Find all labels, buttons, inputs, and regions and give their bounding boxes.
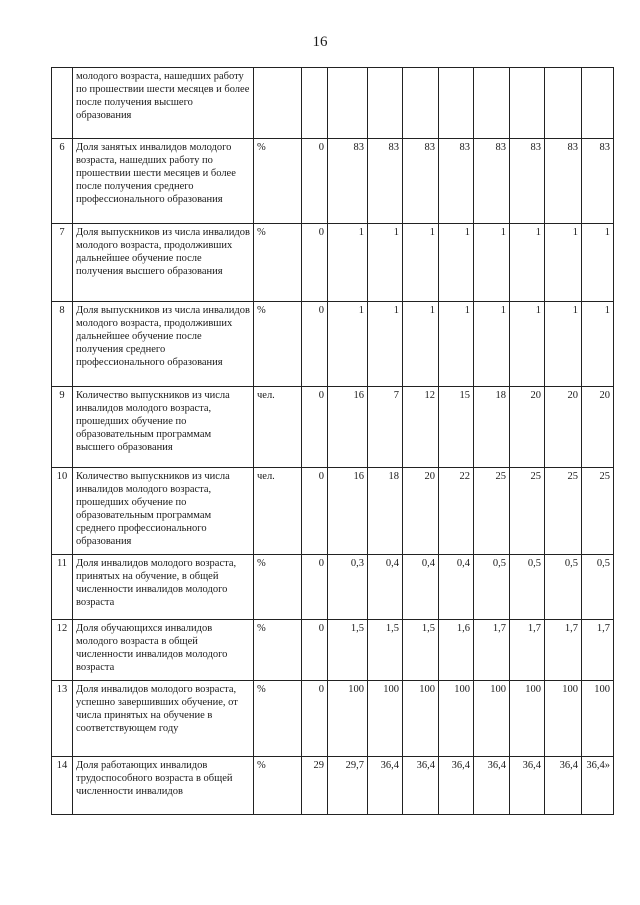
table-row: [52, 757, 614, 815]
value-cell: 83: [439, 139, 474, 224]
value-cell: 1: [439, 302, 474, 387]
unit-cell: %: [254, 555, 302, 620]
value-cell: 1,7: [474, 620, 510, 681]
table-row: [52, 620, 614, 681]
value-cell: 1: [545, 302, 582, 387]
value-cell: 36,4: [403, 757, 439, 815]
value-cell: 1,5: [328, 620, 368, 681]
value-cell: 1: [545, 224, 582, 302]
table-row: [52, 224, 614, 302]
value-cell: 36,4: [368, 757, 403, 815]
value-cell: 83: [403, 139, 439, 224]
value-cell: 20: [545, 387, 582, 468]
value-cell: 100: [439, 681, 474, 757]
value-cell: 83: [474, 139, 510, 224]
value-cell: 100: [474, 681, 510, 757]
row-number: 9: [52, 387, 73, 468]
value-cell: 20: [403, 468, 439, 555]
indicators-table: [51, 67, 614, 815]
unit-cell: чел.: [254, 387, 302, 468]
row-number: 6: [52, 139, 73, 224]
value-cell: 83: [545, 139, 582, 224]
value-cell: 1: [403, 224, 439, 302]
table-row: [52, 68, 614, 139]
value-cell: 1: [474, 224, 510, 302]
value-cell: 0: [302, 681, 328, 757]
row-number: 11: [52, 555, 73, 620]
value-cell: 0,4: [439, 555, 474, 620]
indicator-description: Доля работающих инвалидов трудоспособного возраста в общей численности инвалидов: [73, 757, 254, 815]
value-cell: 0: [302, 620, 328, 681]
value-cell: 0: [302, 555, 328, 620]
value-cell: 0: [302, 224, 328, 302]
value-cell: 36,4: [474, 757, 510, 815]
unit-cell: %: [254, 139, 302, 224]
value-cell: [439, 68, 474, 139]
value-cell: 1,7: [582, 620, 614, 681]
unit-cell: %: [254, 757, 302, 815]
indicator-description: Доля обучающихся инвалидов молодого возраста в общей численности инвалидов молодого возраста: [73, 620, 254, 681]
unit-cell: [254, 68, 302, 139]
value-cell: 36,4: [510, 757, 545, 815]
value-cell: [510, 68, 545, 139]
indicator-description: Количество выпускников из числа инвалидов молодого возраста, прошедших обучение по образовательным программам высшего образования: [73, 387, 254, 468]
unit-cell: %: [254, 620, 302, 681]
value-cell: 100: [545, 681, 582, 757]
value-cell: 1,6: [439, 620, 474, 681]
value-cell: 1: [328, 224, 368, 302]
value-cell: 0: [302, 139, 328, 224]
indicator-description: Доля выпускников из числа инвалидов молодого возраста, продолживших дальнейшее обучение после получения среднего профессионального образования: [73, 302, 254, 387]
value-cell: 36,4: [545, 757, 582, 815]
value-cell: 0,4: [403, 555, 439, 620]
table-row: [52, 387, 614, 468]
indicator-description: Доля инвалидов молодого возраста, успешно завершивших обучение, от числа принятых на обучение в соответствующем году: [73, 681, 254, 757]
row-number: 12: [52, 620, 73, 681]
value-cell: 18: [368, 468, 403, 555]
value-cell: 0: [302, 387, 328, 468]
value-cell: 100: [510, 681, 545, 757]
value-cell: 25: [545, 468, 582, 555]
value-cell: 25: [510, 468, 545, 555]
page-number: 16: [312, 34, 328, 50]
value-cell: 0: [302, 468, 328, 555]
value-cell: 1: [368, 302, 403, 387]
value-cell: [403, 68, 439, 139]
value-cell: 0,5: [510, 555, 545, 620]
indicator-description: Количество выпускников из числа инвалидов молодого возраста, прошедших обучение по образовательным программам среднего профессионального образования: [73, 468, 254, 555]
value-cell: [474, 68, 510, 139]
value-cell: 1: [439, 224, 474, 302]
table-row: [52, 468, 614, 555]
value-cell: 25: [582, 468, 614, 555]
row-number: 14: [52, 757, 73, 815]
value-cell: 1,7: [545, 620, 582, 681]
value-cell: [545, 68, 582, 139]
value-cell: 1: [582, 224, 614, 302]
value-cell: 0,4: [368, 555, 403, 620]
table-row: [52, 302, 614, 387]
value-cell: 29,7: [328, 757, 368, 815]
value-cell: 1: [510, 302, 545, 387]
table-row: [52, 139, 614, 224]
row-number: 7: [52, 224, 73, 302]
value-cell: 1: [403, 302, 439, 387]
value-cell: 83: [368, 139, 403, 224]
value-cell: 16: [328, 387, 368, 468]
value-cell: 15: [439, 387, 474, 468]
value-cell: [328, 68, 368, 139]
value-cell: 1,7: [510, 620, 545, 681]
unit-cell: %: [254, 302, 302, 387]
value-cell: 36,4: [439, 757, 474, 815]
value-cell: [582, 68, 614, 139]
indicator-description: Доля занятых инвалидов молодого возраста, нашедших работу по прошествии шести месяцев и более после получения среднего профессионального образования: [73, 139, 254, 224]
unit-cell: %: [254, 681, 302, 757]
unit-cell: чел.: [254, 468, 302, 555]
value-cell: 1,5: [368, 620, 403, 681]
value-cell: 1: [368, 224, 403, 302]
row-number: [52, 68, 73, 139]
value-cell: 83: [328, 139, 368, 224]
value-cell: 7: [368, 387, 403, 468]
value-cell: 100: [582, 681, 614, 757]
value-cell: 16: [328, 468, 368, 555]
value-cell: 100: [403, 681, 439, 757]
table-row: [52, 681, 614, 757]
value-cell: 12: [403, 387, 439, 468]
value-cell: 29: [302, 757, 328, 815]
value-cell: 0,5: [474, 555, 510, 620]
row-number: 10: [52, 468, 73, 555]
value-cell: 25: [474, 468, 510, 555]
indicator-description: молодого возраста, нашедших работу по прошествии шести месяцев и более после получения высшего образования: [73, 68, 254, 139]
value-cell: 1,5: [403, 620, 439, 681]
row-number: 8: [52, 302, 73, 387]
row-number: 13: [52, 681, 73, 757]
value-cell: 83: [582, 139, 614, 224]
value-cell: [368, 68, 403, 139]
value-cell: 0,3: [328, 555, 368, 620]
table-row: [52, 555, 614, 620]
value-cell: 83: [510, 139, 545, 224]
value-cell: 1: [474, 302, 510, 387]
indicator-description: Доля инвалидов молодого возраста, принятых на обучение, в общей численности инвалидов молодого возраста: [73, 555, 254, 620]
indicator-description: Доля выпускников из числа инвалидов молодого возраста, продолживших дальнейшее обучение после получения высшего образования: [73, 224, 254, 302]
value-cell: 20: [582, 387, 614, 468]
value-cell: 1: [328, 302, 368, 387]
value-cell: [302, 68, 328, 139]
unit-cell: %: [254, 224, 302, 302]
value-cell: 0,5: [545, 555, 582, 620]
value-cell: 1: [510, 224, 545, 302]
value-cell: 22: [439, 468, 474, 555]
value-cell: 0: [302, 302, 328, 387]
value-cell: 100: [368, 681, 403, 757]
value-cell: 1: [582, 302, 614, 387]
value-cell: 0,5: [582, 555, 614, 620]
value-cell: 20: [510, 387, 545, 468]
value-cell: 18: [474, 387, 510, 468]
value-cell: 100: [328, 681, 368, 757]
value-cell: 36,4»: [582, 757, 614, 815]
